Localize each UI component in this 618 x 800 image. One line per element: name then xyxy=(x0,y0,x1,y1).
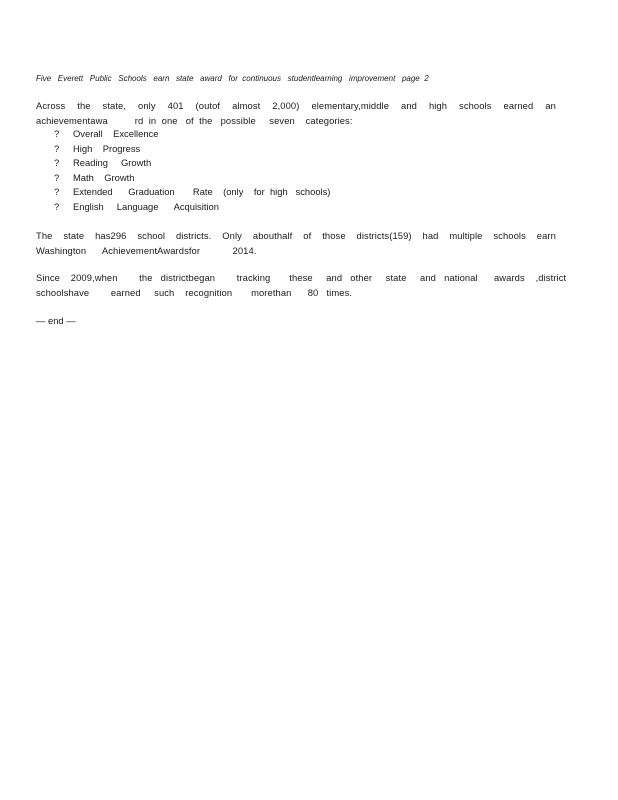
paragraph-line: Since 2009,when the districtbegan tracking these and other state and national awards ,district xyxy=(36,272,567,283)
page-header xyxy=(36,74,429,83)
list-item xyxy=(54,185,330,200)
word: state xyxy=(63,230,85,241)
word: and xyxy=(401,100,417,111)
word: multiple xyxy=(449,230,483,241)
header-text: Five Everett Public Schools earn state award for continuous studentlearning improvement page 2 xyxy=(36,74,429,83)
word: (outof xyxy=(195,100,221,111)
word: those xyxy=(322,230,346,241)
word: schools xyxy=(459,100,492,111)
word: earn xyxy=(536,230,556,241)
list-item xyxy=(54,127,330,142)
list-item-text: Extended Graduation Rate (only for high schools) xyxy=(73,186,331,198)
word: state, xyxy=(102,100,127,111)
bullet-marker: ? xyxy=(54,157,60,169)
bullet-marker: ? xyxy=(54,128,60,139)
word: had xyxy=(422,230,439,241)
list-item-text: English Language Acquisition xyxy=(73,200,219,212)
paragraph-line xyxy=(36,99,556,114)
list-item-text: Overall Excellence xyxy=(73,128,159,139)
word: high xyxy=(428,100,448,111)
word: the xyxy=(77,100,91,111)
paragraph-line xyxy=(36,229,556,244)
list-item-text: High Progress xyxy=(73,142,141,154)
paragraph-award-summary xyxy=(36,99,556,128)
bullet-marker: ? xyxy=(54,200,60,212)
word: 401 xyxy=(167,100,184,111)
word: Only xyxy=(222,230,242,241)
word: elementary,middle xyxy=(311,100,390,111)
paragraph-history xyxy=(36,271,567,300)
word: school xyxy=(137,230,166,241)
word: earned xyxy=(503,100,534,111)
list-item-text: Math Growth xyxy=(73,171,135,183)
end-marker: — end — xyxy=(36,315,76,326)
word: The xyxy=(36,230,53,241)
word: districts(159) xyxy=(356,230,412,241)
word: has296 xyxy=(95,230,127,241)
word: schools xyxy=(493,230,526,241)
word: 2,000) xyxy=(272,100,300,111)
list-item-text: Reading Growth xyxy=(73,157,152,169)
paragraph-line: schoolshave earned such recognition morethan 80 times. xyxy=(36,286,353,298)
bullet-marker: ? xyxy=(54,186,60,198)
word: an xyxy=(545,100,556,111)
list-item xyxy=(54,142,330,157)
word: only xyxy=(138,100,156,111)
bullet-marker: ? xyxy=(54,171,60,183)
list-item xyxy=(54,156,330,171)
word: Across xyxy=(36,100,66,111)
word: almost xyxy=(232,100,261,111)
bullet-marker: ? xyxy=(54,142,60,154)
paragraph-line: Washington AchievementAwardsfor 2014. xyxy=(36,244,257,256)
word: of xyxy=(303,230,312,241)
paragraph-line: achievementawa rd in one of the possible seven categories: xyxy=(36,114,353,126)
word: districts. xyxy=(175,230,212,241)
paragraph-districts xyxy=(36,229,556,258)
list-item xyxy=(54,200,330,215)
list-item xyxy=(54,171,330,186)
category-list xyxy=(54,127,330,215)
word: abouthalf xyxy=(252,230,293,241)
